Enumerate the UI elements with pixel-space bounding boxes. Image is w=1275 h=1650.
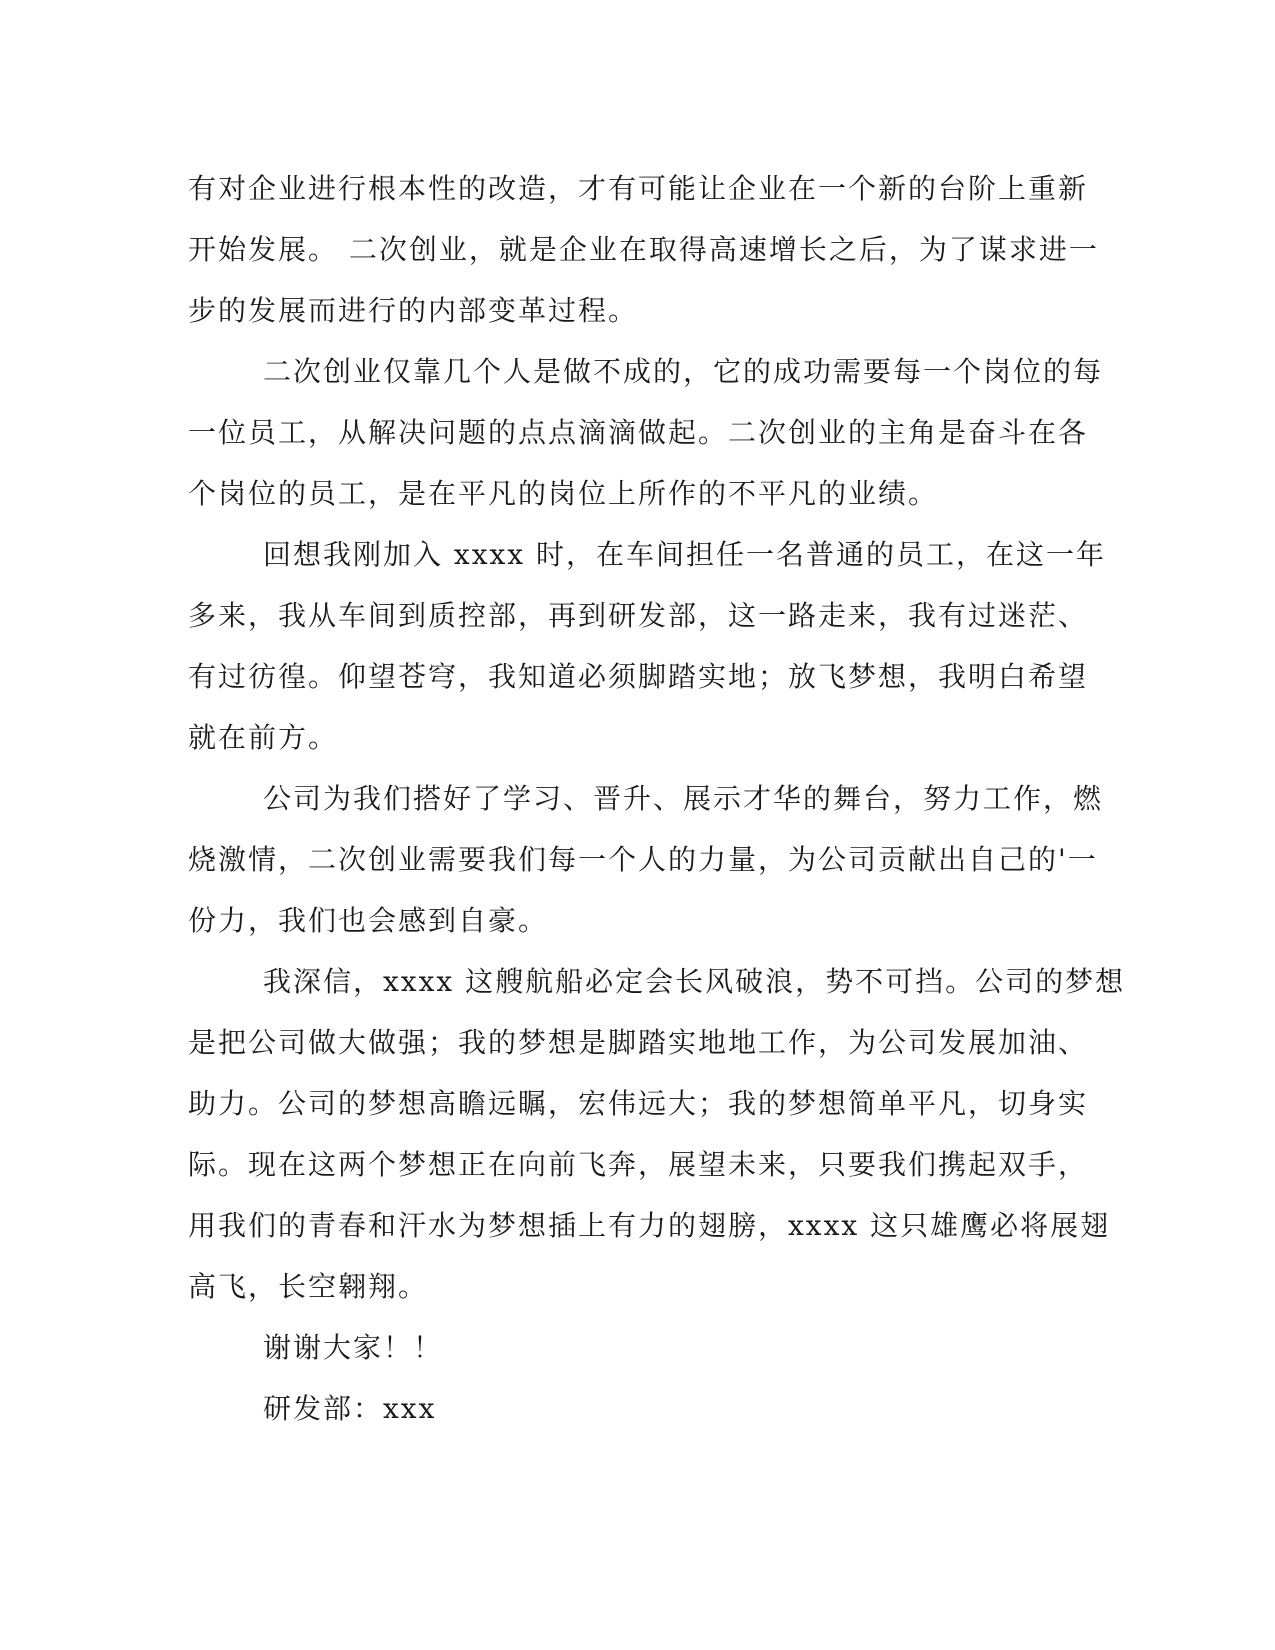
text-line: 步的发展而进行的内部变革过程。	[188, 294, 639, 327]
document-body	[188, 158, 1126, 1439]
text-line: 有过彷徨。仰望苍穹，我知道必须脚踏实地；放飞梦想，我明白希望	[188, 660, 1089, 693]
text-line: 用我们的青春和汗水为梦想插上有力的翅膀，xxxx 这只雄鹰必将展翅	[188, 1209, 1111, 1242]
text-line: 高飞，长空翱翔。	[188, 1270, 429, 1303]
paragraph-start-line: 我深信，xxxx 这艘航船必定会长风破浪，势不可挡。公司的梦想	[263, 965, 1126, 998]
text-line: 烧激情，二次创业需要我们每一个人的力量，为公司贡献出自己的'一	[188, 843, 1098, 876]
text-line: 助力。公司的梦想高瞻远瞩，宏伟远大；我的梦想简单平凡，切身实	[188, 1087, 1089, 1120]
text-line: 一位员工，从解决问题的点点滴滴做起。二次创业的主角是奋斗在各	[188, 416, 1089, 449]
text-line: 是把公司做大做强；我的梦想是脚踏实地地工作，为公司发展加油、	[188, 1026, 1089, 1059]
text-line: 个岗位的员工，是在平凡的岗位上所作的不平凡的业绩。	[188, 477, 939, 510]
text-line: 多来，我从车间到质控部，再到研发部，这一路走来，我有过迷茫、	[188, 599, 1089, 632]
text-line: 际。现在这两个梦想正在向前飞奔，展望未来，只要我们携起双手，	[188, 1148, 1089, 1181]
paragraph-start-line: 公司为我们搭好了学习、晋升、展示才华的舞台，努力工作，燃	[263, 782, 1104, 815]
text-line: 有对企业进行根本性的改造，才有可能让企业在一个新的台阶上重新	[188, 172, 1089, 205]
signature: 研发部：xxx	[263, 1392, 437, 1425]
paragraph-start-line: 二次创业仅靠几个人是做不成的，它的成功需要每一个岗位的每	[263, 355, 1104, 388]
closing-thanks: 谢谢大家！！	[263, 1331, 444, 1364]
paragraph-start-line: 回想我刚加入 xxxx 时，在车间担任一名普通的员工，在这一年	[263, 538, 1106, 571]
text-line: 就在前方。	[188, 721, 339, 754]
text-line: 份力，我们也会感到自豪。	[188, 904, 549, 937]
text-line: 开始发展。 二次创业，就是企业在取得高速增长之后，为了谋求进一	[188, 233, 1099, 266]
